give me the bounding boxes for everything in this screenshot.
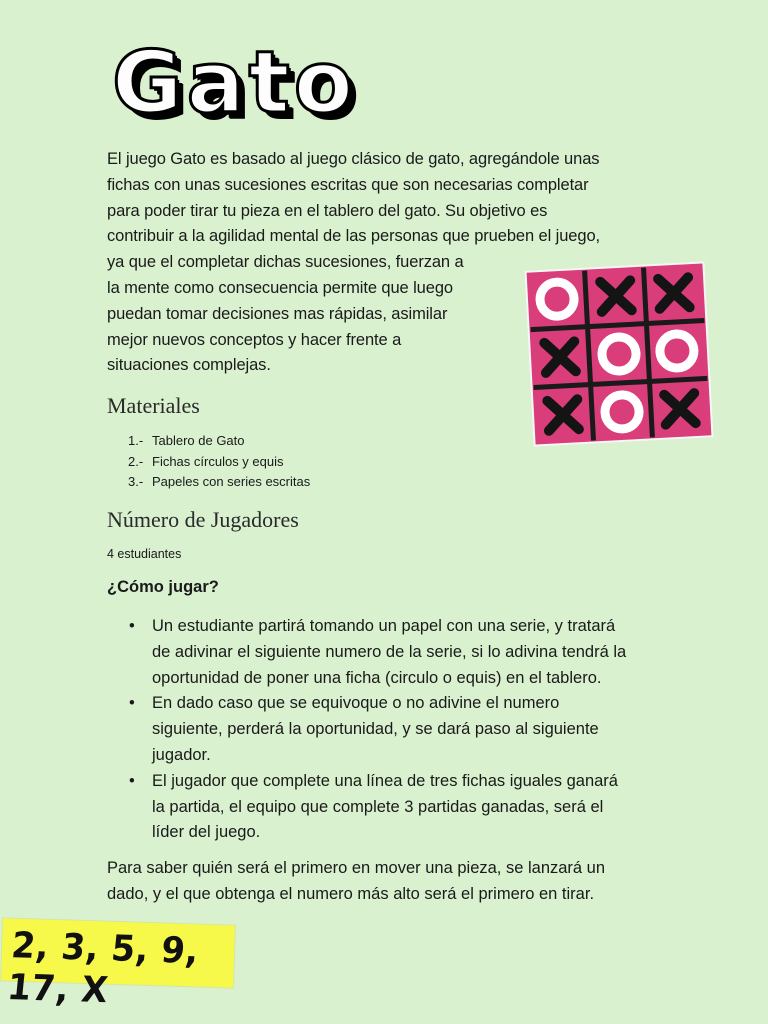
rule-line: de adivinar el siguiente numero de la serie, si lo adivina tendrá la [152, 642, 627, 661]
list-text: Tablero de Gato [152, 433, 245, 448]
materials-list [128, 431, 310, 493]
list-item [107, 691, 677, 768]
list-number: 3.- [128, 474, 144, 489]
list-number: 1.- [128, 433, 144, 448]
sequence-text: 2, 3, 5, 9, 17, X [5, 924, 201, 1012]
list-item [128, 472, 310, 493]
list-item [128, 431, 310, 452]
list-text: Fichas círculos y equis [152, 453, 284, 469]
intro-line: mejor nuevos conceptos y hacer frente a [107, 330, 402, 349]
list-item [107, 769, 677, 846]
rule-line: siguiente, perderá la oportunidad, y se dará paso al siguiente [152, 720, 599, 739]
how-to-heading: ¿Cómo jugar? [107, 578, 219, 596]
intro-line: puedan tomar decisiones mas rápidas, asimilar [107, 304, 448, 323]
closing-paragraph [107, 856, 667, 908]
list-item [107, 614, 677, 691]
bullet: • [129, 694, 135, 713]
rules-list [107, 614, 677, 846]
intro-line: para poder tirar tu pieza en el tablero del gato. Su objetivo es [107, 201, 548, 220]
intro-line: El juego Gato es basado al juego clásico de gato, agregándole unas [107, 150, 600, 168]
list-text: Papeles con series escritas [152, 474, 311, 489]
closing-line: Para saber quién será el primero en mover una pieza, se lanzará un [107, 859, 606, 877]
list-item [128, 452, 310, 473]
players-heading: Número de Jugadores [107, 507, 299, 532]
rule-line: jugador. [152, 745, 211, 764]
page-title: Gato [112, 33, 357, 133]
rule-line: oportunidad de poner una ficha (circulo o equis) en el tablero. [152, 668, 602, 687]
intro-line: la mente como consecuencia permite que luego [107, 278, 453, 297]
rule-line: El jugador que complete una línea de tres fichas iguales ganará [152, 771, 618, 790]
intro-line: fichas con unas sucesiones escritas que son necesarias completar [107, 175, 589, 194]
rule-line: En dado caso que se equivoque o no adivine el numero [152, 694, 560, 713]
intro-line: situaciones complejas. [107, 356, 271, 375]
tic-tac-toe-board-image [520, 257, 718, 451]
players-count: 4 estudiantes [107, 547, 182, 561]
list-number: 2.- [128, 453, 144, 469]
bullet: • [129, 617, 135, 635]
intro-line: ya que el completar dichas sucesiones, fuerzan a [107, 253, 464, 272]
intro-line: contribuir a la agilidad mental de las personas que prueben el juego, [107, 227, 601, 246]
bullet: • [129, 771, 135, 790]
rule-line: Un estudiante partirá tomando un papel con una serie, y tratará [152, 617, 616, 635]
closing-line: dado, y el que obtenga el numero más alto será el primero en tirar. [107, 884, 595, 903]
materials-heading: Materiales [107, 393, 200, 418]
sequence-sticky-note [1, 918, 235, 1012]
rule-line: la partida, el equipo que complete 3 partidas ganadas, será el [152, 797, 604, 816]
rule-line: líder del juego. [152, 823, 261, 842]
